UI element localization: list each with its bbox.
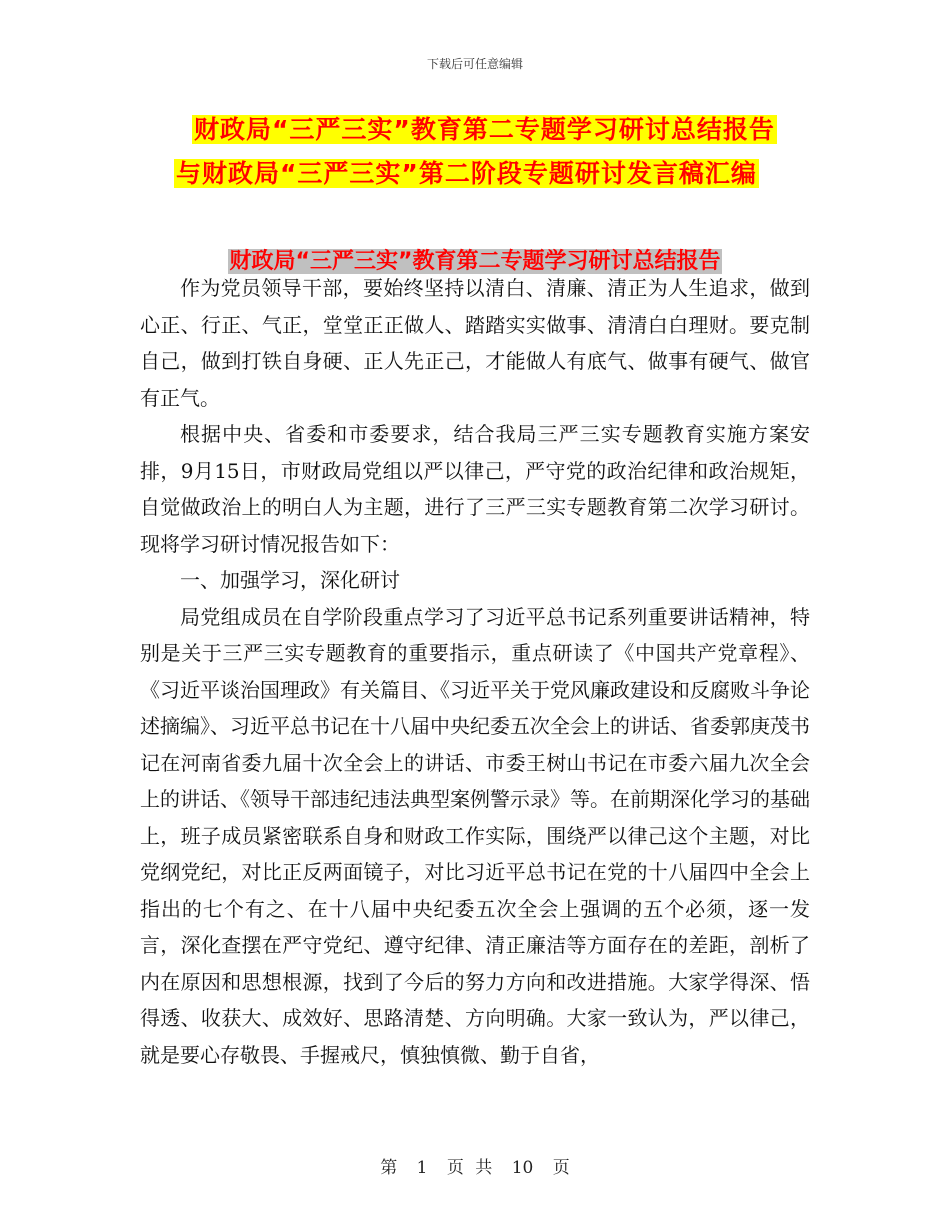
page-number: 1 [416, 1158, 428, 1178]
paragraph: 作为党员领导干部，要始终坚持以清白、清廉、清正为人生追求，做到心正、行正、气正，堂堂正正做人、踏踏实实做事、清清白白理财。要克制自己，做到打铁自身硬、正人先正己，才能做人有底气、做事有硬气、做官有正气。 [140, 276, 810, 410]
page-footer [0, 1153, 950, 1178]
body-text [140, 270, 810, 1073]
document-title-line-1 [192, 114, 777, 146]
footer-prefix: 第 [380, 1158, 398, 1178]
paragraph: 局党组成员在自学阶段重点学习了习近平总书记系列重要讲话精神，特别是关于三严三实专题教育的重要指示，重点研读了《中国共产党章程》、《习近平谈治国理政》有关篇目、《习近平关于党风廉政建设和反腐败斗争论述摘编》、习近平总书记在十八届中央纪委五次全会上的讲话、省委郭庚茂书记在河南省委九届十次全会上的讲话、市委王树山书记在市委六届九次全会上的讲话、《领导干部违纪违法典型案例警示录》等。在前期深化学习的基础上，班子成员紧密联系自身和财政工作实际，围绕严以律己这个主题，对比党纲党纪，对比正反两面镜子，对比习近平总书记在党的十八届四中全会上指出的七个有之、在十八届中央纪委五次全会上强调的五个必须，逐一发言，深化查摆在严守党纪、遵守纪律、清正廉洁等方面存在的差距，剖析了内在原因和思想根源，找到了今后的努力方向和改进措施。大家学得深、悟得透、收获大、成效好、思路清楚、方向明确。大家一致认为，严以律己，就是要心存敬畏、手握戒尺，慎独慎微、勤于自省， [140, 604, 810, 1067]
paragraph: 根据中央、省委和市委要求，结合我局三严三实专题教育实施方案安排，9月15日，市财政局党组以严以律己，严守党的政治纪律和政治规矩，自觉做政治上的明白人为主题，进行了三严三实专题教育第二次学习研讨。现将学习研讨情况报告如下： [140, 422, 810, 556]
footer-middle: 页 共 [446, 1158, 493, 1178]
footer-suffix: 页 [552, 1158, 570, 1178]
title-highlight-2: 与财政局“三严三实”第二阶段专题研讨发言稿汇编 [176, 159, 757, 188]
subheading: 一、加强学习，深化研讨 [180, 568, 400, 592]
document-title-line-2 [174, 158, 759, 190]
title-highlight-1: 财政局“三严三实”教育第二专题学习研讨总结报告 [194, 115, 775, 144]
section-title-text: 财政局“三严三实”教育第二专题学习研讨总结报告 [229, 249, 721, 274]
header-note: 下载后可任意编辑 [426, 57, 523, 71]
total-pages: 10 [511, 1158, 534, 1178]
